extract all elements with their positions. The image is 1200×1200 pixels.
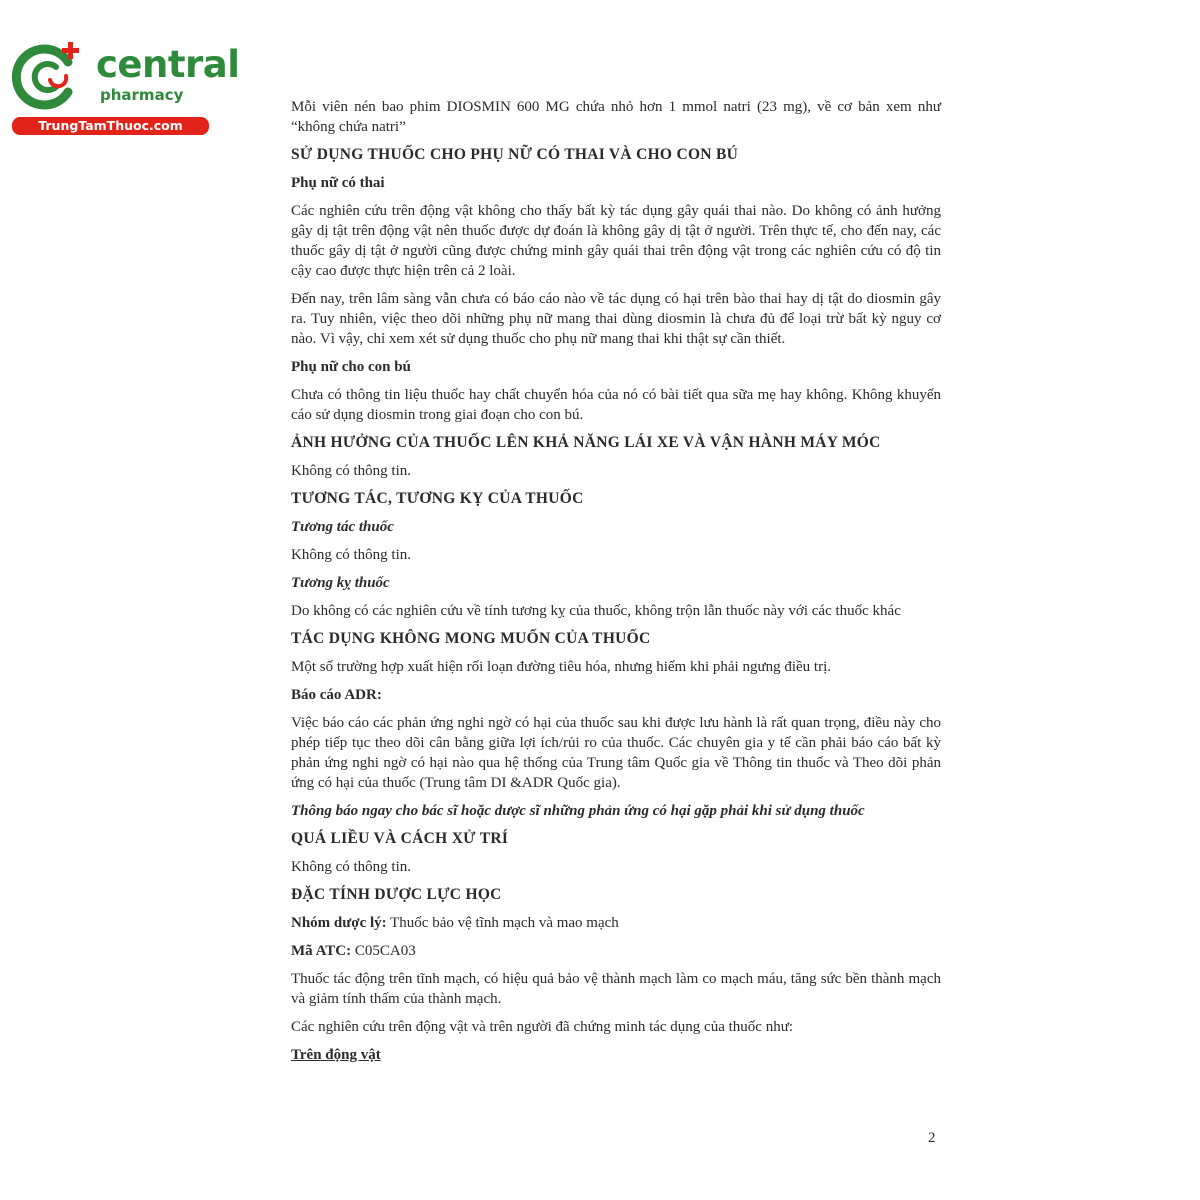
adverse-effects-paragraph: Một số trường hợp xuất hiện rối loạn đường tiêu hóa, nhưng hiếm khi phải ngưng điều trị.	[291, 659, 831, 675]
heading-interactions: TƯƠNG TÁC, TƯƠNG KỴ CỦA THUỐC	[291, 490, 584, 507]
atc-value: C05CA03	[351, 943, 416, 959]
group-label: Nhóm dược lý:	[291, 915, 387, 931]
heading-driving: ẢNH HƯỞNG CỦA THUỐC LÊN KHẢ NĂNG LÁI XE VÀ VẬN HÀNH MÁY MÓC	[291, 434, 881, 451]
heading-overdose: QUÁ LIỀU VÀ CÁCH XỬ TRÍ	[291, 830, 509, 847]
page-number: 2	[928, 1130, 936, 1146]
pregnancy-paragraph-2: Đến nay, trên lâm sàng vẫn chưa có báo cáo nào về tác dụng có hại trên bào thai hay dị tật do diosmin gây ra. Tuy nhiên, việc theo dõi những phụ nữ mang thai dùng diosmin là chưa đủ để loại trừ bất kỳ nguy cơ nào. Vì vậy, chỉ xem xét sử dụng thuốc cho phụ nữ mang thai khi thật sự cần thiết.	[291, 291, 941, 347]
subheading-drug-interactions: Tương tác thuốc	[291, 519, 394, 535]
studies-paragraph: Các nghiên cứu trên động vật và trên người đã chứng minh tác dụng của thuốc như:	[291, 1019, 793, 1035]
overdose-paragraph: Không có thông tin.	[291, 859, 411, 875]
breastfeeding-paragraph: Chưa có thông tin liệu thuốc hay chất chuyển hóa của nó có bài tiết qua sữa mẹ hay không. Không khuyến cáo sử dụng diosmin trong giai đoạn cho con bú.	[291, 387, 941, 423]
logo-mark-icon	[10, 36, 90, 116]
heading-pharmacodynamics: ĐẶC TÍNH DƯỢC LỰC HỌC	[291, 886, 502, 903]
subheading-adr-report: Báo cáo ADR:	[291, 687, 382, 703]
adr-paragraph: Việc báo cáo các phản ứng nghi ngờ có hại của thuốc sau khi được lưu hành là rất quan trọng, điều này cho phép tiếp tục theo dõi cân bằng giữa lợi ích/rủi ro của thuốc. Các chuyên gia y tế cần phải báo cáo bất kỳ phản ứng nghi ngờ có hại nào qua hệ thống của Trung tâm Quốc gia về Thông tin thuốc và Theo dõi phản ứng có hại của thuốc (Trung tâm DI &ADR Quốc gia).	[291, 715, 941, 791]
logo-website-banner: TrungTamThuoc.com	[12, 117, 209, 135]
logo-name: central	[96, 43, 240, 86]
central-pharmacy-logo	[10, 36, 240, 136]
interactions-paragraph: Không có thông tin.	[291, 547, 411, 563]
incompatibilities-paragraph: Do không có các nghiên cứu về tính tương kỵ của thuốc, không trộn lẫn thuốc này với các thuốc khác	[291, 603, 901, 619]
document-body	[291, 97, 941, 1073]
atc-code	[291, 941, 941, 961]
sodium-paragraph: Mỗi viên nén bao phim DIOSMIN 600 MG chứa nhỏ hơn 1 mmol natri (23 mg), về cơ bản xem như “không chứa natri”	[291, 99, 941, 135]
subheading-pregnant-women: Phụ nữ có thai	[291, 175, 385, 191]
subheading-on-animals: Trên động vật	[291, 1047, 381, 1063]
group-value: Thuốc bảo vệ tĩnh mạch và mao mạch	[386, 915, 619, 931]
driving-paragraph: Không có thông tin.	[291, 463, 411, 479]
subheading-breastfeeding: Phụ nữ cho con bú	[291, 359, 411, 375]
pharmacological-group	[291, 913, 941, 933]
subheading-incompatibilities: Tương kỵ thuốc	[291, 575, 390, 591]
atc-label: Mã ATC:	[291, 943, 352, 959]
adr-notice: Thông báo ngay cho bác sĩ hoặc dược sĩ những phản ứng có hại gặp phải khi sử dụng thuốc	[291, 803, 865, 819]
pregnancy-paragraph-1: Các nghiên cứu trên động vật không cho thấy bất kỳ tác dụng gây quái thai nào. Do không có ảnh hưởng gây dị tật trên động vật nên thuốc được dự đoán là không gây dị tật ở người. Trên thực tế, cho đến nay, các thuốc gây dị tật ở người cũng được chứng minh gây quái thai trên động vật trong các nghiên cứu có độ tin cậy cao được thực hiện trên cả 2 loài.	[291, 203, 941, 279]
action-paragraph: Thuốc tác động trên tĩnh mạch, có hiệu quả bảo vệ thành mạch làm co mạch máu, tăng sức bền thành mạch và giảm tính thấm của thành mạch.	[291, 971, 941, 1007]
logo-subtitle: pharmacy	[100, 86, 184, 104]
heading-pregnancy-breastfeeding: SỬ DỤNG THUỐC CHO PHỤ NỮ CÓ THAI VÀ CHO CON BÚ	[291, 146, 739, 163]
heading-adverse-effects: TÁC DỤNG KHÔNG MONG MUỐN CỦA THUỐC	[291, 630, 651, 647]
